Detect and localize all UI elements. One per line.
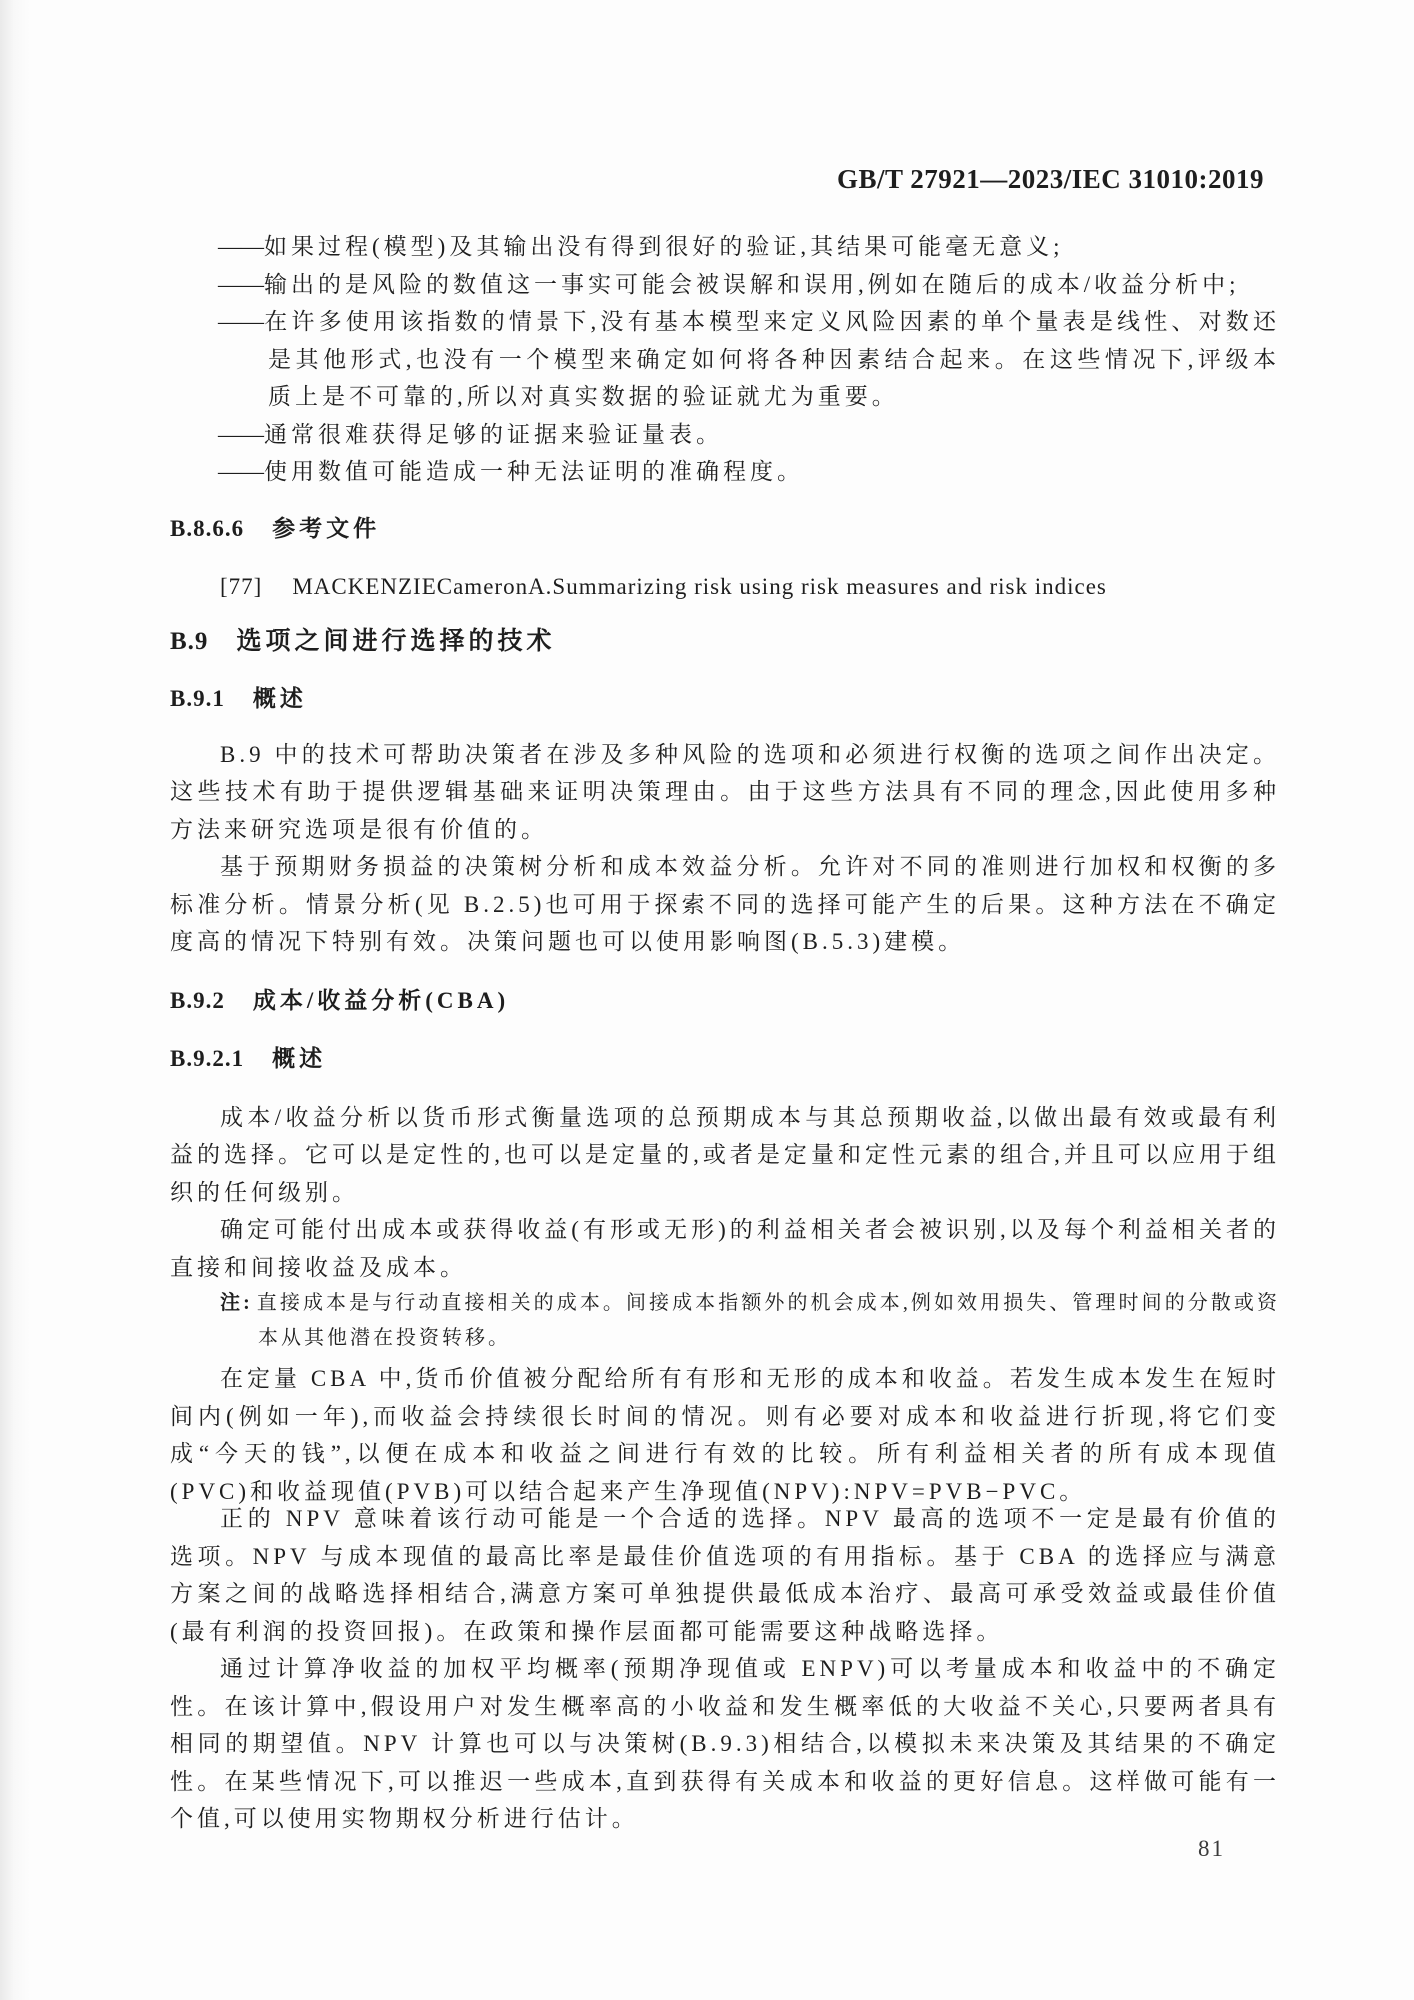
list-item-text: 如果过程(模型)及其输出没有得到很好的验证,其结果可能毫无意义; bbox=[264, 234, 1064, 259]
reference-number: [77] bbox=[220, 573, 263, 599]
section-title: 参考文件 bbox=[272, 515, 381, 541]
paragraph: B.9 中的技术可帮助决策者在涉及多种风险的选项和必须进行权衡的选项之间作出决定。这些技术有助于提供逻辑基础来证明决策理由。由于这些方法具有不同的理念,因此使用多种方法来研究选项是很有价值的。 bbox=[170, 741, 1280, 842]
section-heading-b9 bbox=[170, 623, 1280, 661]
list-item bbox=[218, 303, 1280, 416]
section-heading-b92 bbox=[170, 982, 1280, 1020]
paragraph: 通过计算净收益的加权平均概率(预期净现值或 ENPV)可以考量成本和收益中的不确定性。在该计算中,假设用户对发生概率高的小收益和发生概率低的大收益不关心,只要两者具有相同的期望值。NPV 计算也可以与决策树(B.9.3)相结合,以模拟未来决策及其结果的不确定性。在某些情况下,可以推迟一些成本,直到获得有关成本和收益的更好信息。这样做可能有一个值,可以使用实物期权分析进行估计。 bbox=[170, 1656, 1280, 1831]
paragraph: 正的 NPV 意味着该行动可能是一个合适的选择。NPV 最高的选项不一定是最有价值的选项。NPV 与成本现值的最高比率是最佳价值选项的有用指标。基于 CBA 的选择应与满意方案之间的战略选择相结合,满意方案可单独提供最低成本治疗、最高可承受效益或最佳价值(最有利润的投资回报)。在政策和操作层面都可能需要这种战略选择。 bbox=[170, 1506, 1280, 1644]
section-heading-b921 bbox=[170, 1040, 1280, 1078]
note-paragraph bbox=[170, 1286, 1280, 1356]
section-title: 概述 bbox=[252, 685, 307, 711]
list-item bbox=[218, 266, 1280, 304]
dash-marker: —— bbox=[218, 309, 264, 334]
paragraph: 在定量 CBA 中,货币价值被分配给所有有形和无形的成本和收益。若发生成本发生在短时间内(例如一年),而收益会持续很长时间的情况。则有必要对成本和收益进行折现,将它们变成“今天的钱”,以便在成本和收益之间进行有效的比较。所有利益相关者的所有成本现值(PVC)和收益现值(PVB)可以结合起来产生净现值(NPV):NPV=PVB−PVC。 bbox=[170, 1366, 1280, 1504]
section-number: B.9 bbox=[170, 627, 209, 655]
paragraph: 成本/收益分析以货币形式衡量选项的总预期成本与其总预期收益,以做出最有效或最有利益的选择。它可以是定性的,也可以是定量的,或者是定量和定性元素的组合,并且可以应用于组织的任何级别。 bbox=[170, 1104, 1280, 1205]
paragraph: 基于预期财务损益的决策树分析和成本效益分析。允许对不同的准则进行加权和权衡的多标准分析。情景分析(见 B.2.5)也可用于探索不同的选择可能产生的后果。这种方法在不确定度高的情况下特别有效。决策问题也可以使用影响图(B.5.3)建模。 bbox=[170, 854, 1280, 954]
dash-marker: —— bbox=[218, 421, 264, 447]
section-number: B.9.2.1 bbox=[170, 1045, 245, 1071]
list-item bbox=[218, 228, 1280, 266]
dash-marker: —— bbox=[218, 271, 264, 297]
dash-marker: —— bbox=[218, 459, 264, 484]
reference-entry bbox=[170, 568, 1280, 606]
list-item-text: 输出的是风险的数值这一事实可能会被误解和误用,例如在随后的成本/收益分析中; bbox=[264, 271, 1240, 297]
reference-text: MACKENZIECameronA.Summarizing risk using risk measures and risk indices bbox=[292, 573, 1107, 599]
page-number: 81 bbox=[1198, 1836, 1225, 1861]
note-text: 直接成本是与行动直接相关的成本。间接成本指额外的机会成本,例如效用损失、管理时间的分散或资本从其他潜在投资转移。 bbox=[256, 1292, 1280, 1349]
page-content bbox=[170, 0, 1280, 1838]
list-item bbox=[218, 453, 1280, 491]
section-number: B.8.6.6 bbox=[170, 515, 245, 541]
section-number: B.9.2 bbox=[170, 987, 225, 1013]
paragraph: 确定可能付出成本或获得收益(有形或无形)的利益相关者会被识别,以及每个利益相关者的直接和间接收益及成本。 bbox=[170, 1217, 1280, 1280]
note-label: 注: bbox=[220, 1292, 253, 1314]
list-item-text: 通常很难获得足够的证据来验证量表。 bbox=[264, 421, 723, 447]
dash-marker: —— bbox=[218, 234, 264, 259]
section-heading-b91 bbox=[170, 680, 1280, 718]
list-item-text: 在许多使用该指数的情景下,没有基本模型来定义风险因素的单个量表是线性、对数还是其他形式,也没有一个模型来确定如何将各种因素结合起来。在这些情况下,评级本质上是不可靠的,所以对真实数据的验证就尤为重要。 bbox=[264, 309, 1281, 409]
section-title: 成本/收益分析(CBA) bbox=[252, 987, 510, 1013]
section-number: B.9.1 bbox=[170, 685, 225, 711]
list-item bbox=[218, 416, 1280, 454]
list-item-text: 使用数值可能造成一种无法证明的准确程度。 bbox=[264, 459, 804, 484]
standard-code-header: GB/T 27921—2023/IEC 31010:2019 bbox=[836, 164, 1264, 194]
section-title: 概述 bbox=[272, 1045, 327, 1071]
section-heading-b866 bbox=[170, 510, 1280, 548]
dash-list bbox=[170, 228, 1280, 491]
section-title: 选项之间进行选择的技术 bbox=[236, 627, 556, 655]
